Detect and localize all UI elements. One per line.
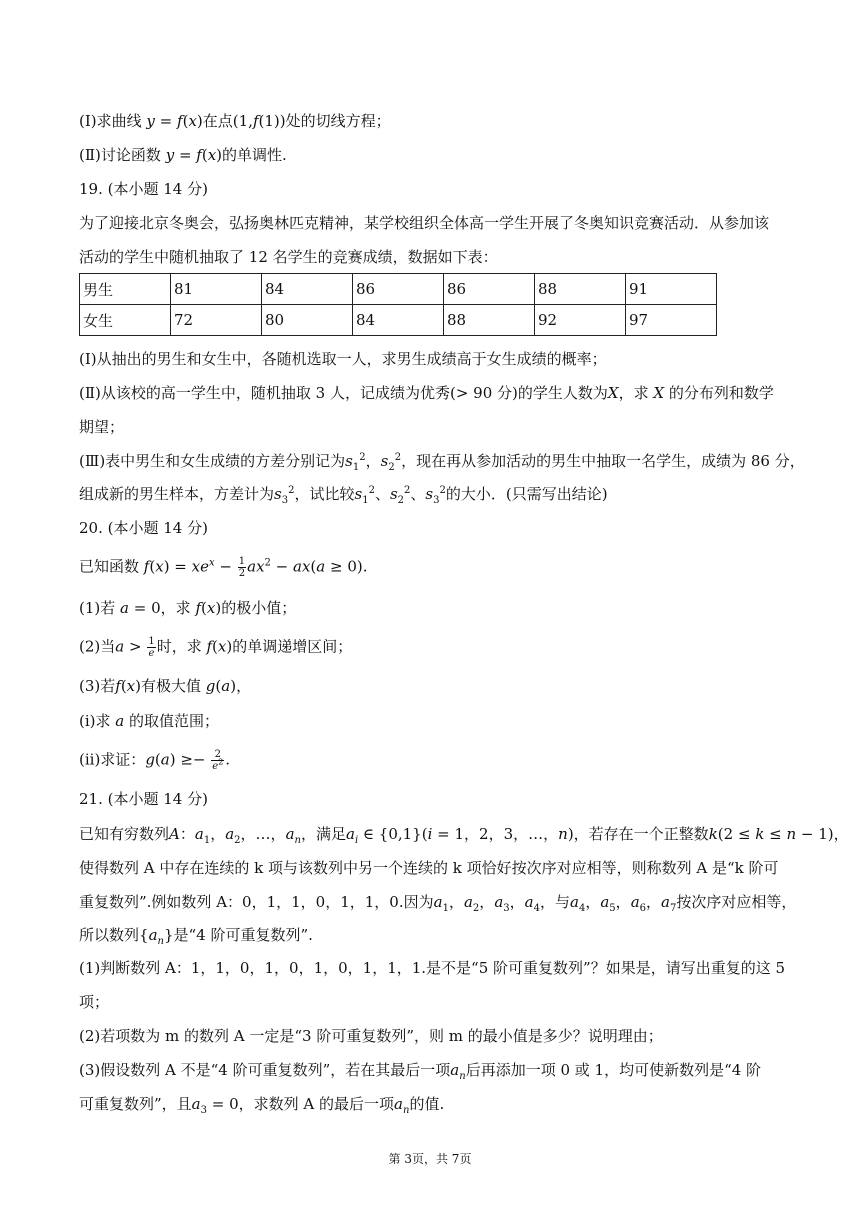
q19-part-ii: (Ⅱ)从该校的高一学生中，随机抽取 3 人，记成绩为优秀(> 90 分)的学生人数为X，求 X 的分布列和数学 <box>79 384 774 402</box>
table-cell: 92 <box>535 305 626 336</box>
q21-part-1: (1)判断数列 A：1，1，0，1，0，1，0，1，1，1.是不是“5 阶可重复数列”？如果是，请写出重复的这 5 <box>79 959 786 977</box>
table-cell: 女生 <box>80 305 171 336</box>
q21-heading: 21. (本小题 14 分) <box>79 790 208 808</box>
table-cell: 88 <box>444 305 535 336</box>
q20-heading: 20. (本小题 14 分) <box>79 519 208 537</box>
table-cell: 97 <box>626 305 717 336</box>
q21-part-1-cont: 项； <box>79 993 110 1011</box>
q20-part-1: (1)若 a = 0，求 f(x)的极小值； <box>79 599 297 617</box>
table-row <box>80 305 717 336</box>
table-cell: 91 <box>626 274 717 305</box>
q20-intro: 已知函数 $f(x) = xe^x$ − $\frac{1}{2}$ $ax^2 - ax(a \ge 0)$. <box>79 556 368 579</box>
table-cell: 84 <box>262 274 353 305</box>
q21-intro-3: 重复数列”.例如数列 A：0，1，1，0，1，1，0.因为$a_1$，$a_2$，$a_3$，$a_4$，与$a_4$，$a_5$，$a_6$，$a_7$按次序对应相等， <box>79 893 797 914</box>
q19-intro-1: 为了迎接北京冬奥会，弘扬奥林匹克精神，某学校组织全体高一学生开展了冬奥知识竞赛活动．从参加该 <box>79 214 770 232</box>
q20-part-3-ii: (ii)求证：g(a) ≥− $\frac{2}{e^2}$ . <box>79 749 231 772</box>
q18-part-ii: (Ⅱ)讨论函数 y = f(x)的单调性. <box>79 146 287 164</box>
q21-intro-1: 已知有穷数列A：$a_1$，$a_2$，…，$a_n$，满足$a_i$ ∈ {0,1}(i = 1，2，3，…，n)，若存在一个正整数k(2 ≤ k ≤ n − 1)， <box>79 825 849 846</box>
q19-intro-2: 活动的学生中随机抽取了 12 名学生的竞赛成绩，数据如下表： <box>79 248 498 266</box>
q21-intro-2: 使得数列 A 中存在连续的 k 项与该数列中另一个连续的 k 项恰好按次序对应相等，则称数列 A 是“k 阶可 <box>79 859 779 877</box>
q19-part-ii-cont: 期望； <box>79 418 125 436</box>
q19-part-i: (Ⅰ)从抽出的男生和女生中，各随机选取一人，求男生成绩高于女生成绩的概率； <box>79 350 607 368</box>
q20-part-3: (3)若f(x)有极大值 g(a)， <box>79 677 252 695</box>
q21-intro-4: 所以数列$\{a_n\}$是“4 阶可重复数列”. <box>79 926 313 947</box>
q21-part-3: (3)假设数列 A 不是“4 阶可重复数列”，若在其最后一项$a_n$后再添加一项 0 或 1，均可使新数列是“4 阶 <box>79 1061 762 1082</box>
table-cell: 86 <box>444 274 535 305</box>
table-cell: 81 <box>171 274 262 305</box>
q20-part-2: (2)当a > $\frac{1}{e}$ 时，求 f(x)的单调递增区间； <box>79 636 353 659</box>
table-cell: 84 <box>353 305 444 336</box>
q20-part-3-i: (i)求 a 的取值范围； <box>79 712 220 730</box>
q18-part-i: (Ⅰ)求曲线 y = f(x)在点(1,f(1))处的切线方程； <box>79 112 391 130</box>
table-cell: 72 <box>171 305 262 336</box>
page-footer: 第 3页，共 7页 <box>388 1152 472 1166</box>
q19-heading: 19. (本小题 14 分) <box>79 180 208 198</box>
table-cell: 男生 <box>80 274 171 305</box>
table-row <box>80 274 717 305</box>
table-cell: 88 <box>535 274 626 305</box>
score-table <box>79 273 717 336</box>
table-cell: 86 <box>353 274 444 305</box>
table-cell: 80 <box>262 305 353 336</box>
q19-part-iii-cont: 组成新的男生样本，方差计为$s_3^2$，试比较$s_1^2$、$s_2^2$、$s_3^2$的大小．(只需写出结论) <box>79 485 608 506</box>
q21-part-2: (2)若项数为 m 的数列 A 一定是“3 阶可重复数列”，则 m 的最小值是多少？说明理由； <box>79 1027 663 1045</box>
q19-part-iii: (Ⅲ)表中男生和女生成绩的方差分别记为$s_1^2$，$s_2^2$，现在再从参加活动的男生中抽取一名学生，成绩为 86 分， <box>79 452 805 473</box>
q21-part-3-cont: 可重复数列”，且$a_3 = 0$，求数列 A 的最后一项$a_n$的值. <box>79 1095 445 1116</box>
